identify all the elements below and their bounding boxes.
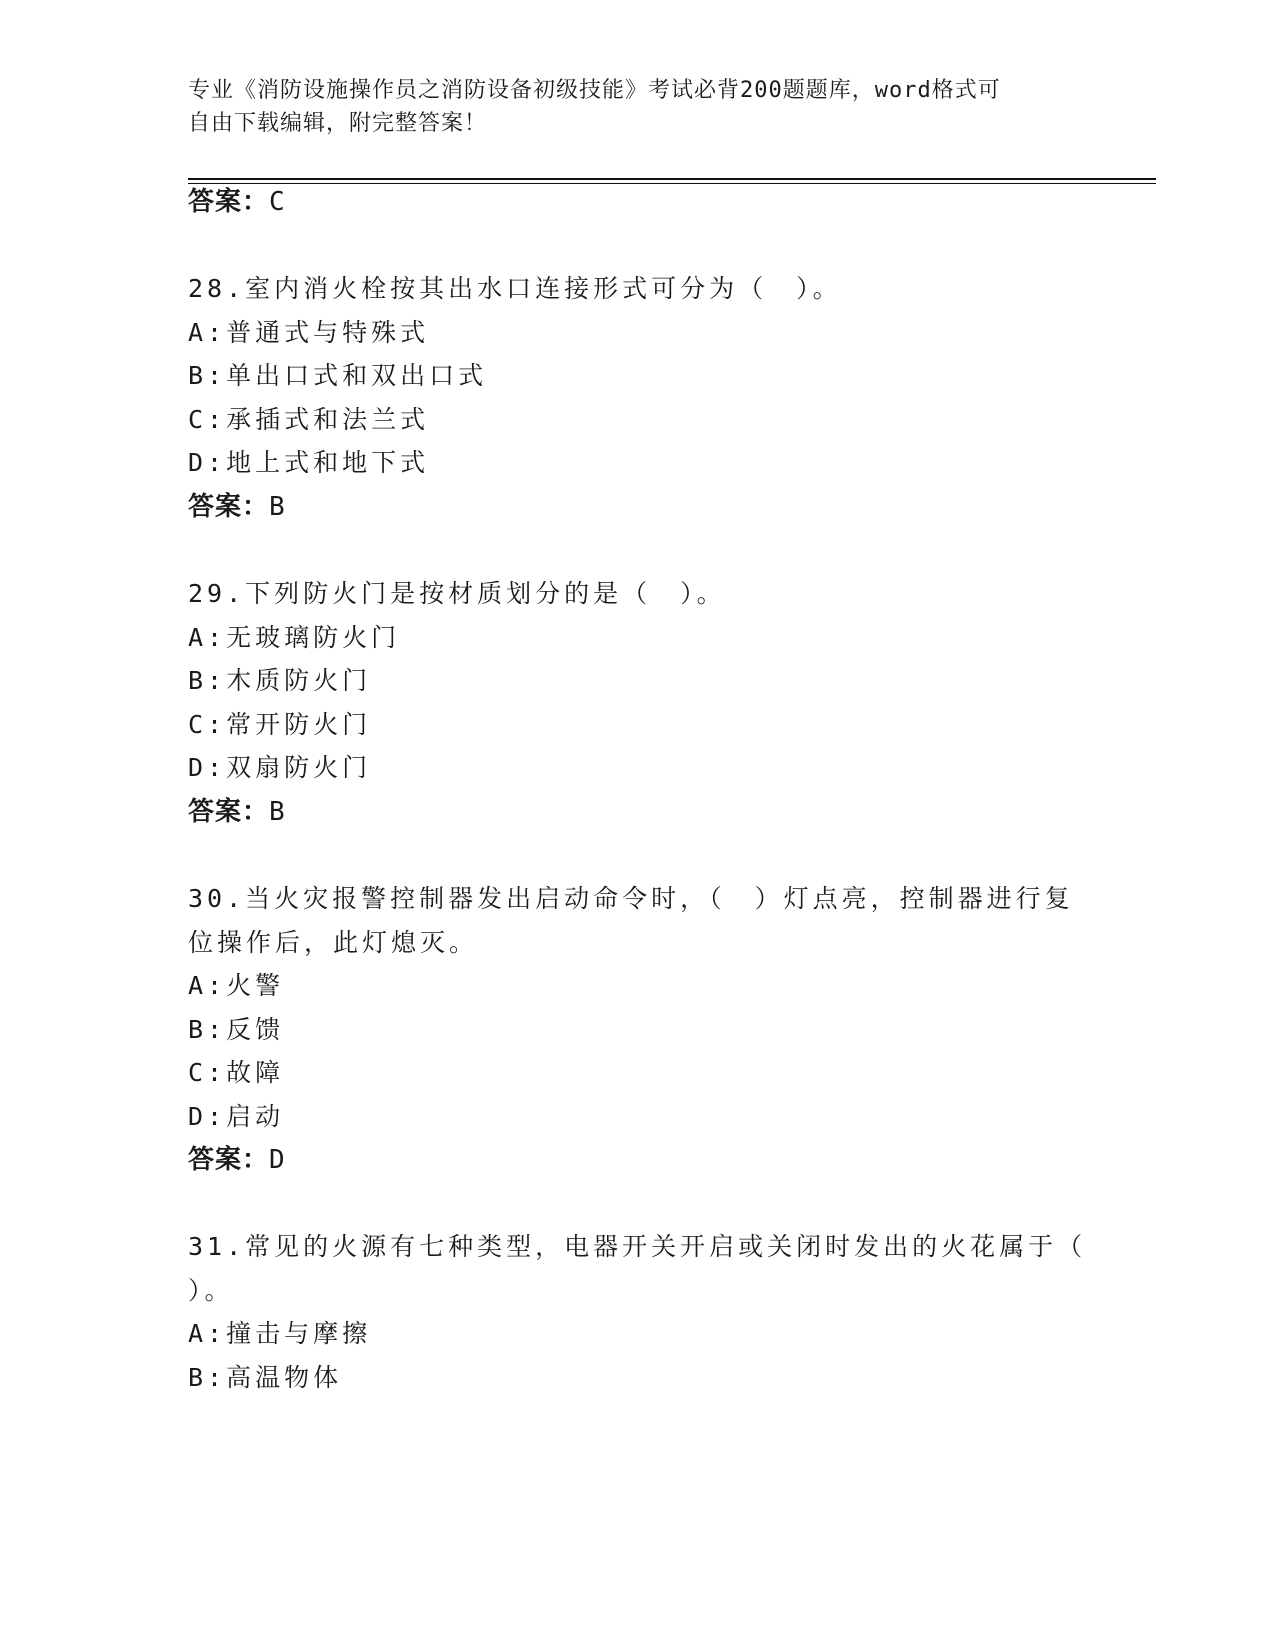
answer-value: C [269,187,286,217]
question-29-option-c: C:常开防火门 [188,710,372,739]
answer-line-30 [188,1140,286,1180]
question-28-option-d: D:地上式和地下式 [188,448,430,477]
question-28-option-c: C:承插式和法兰式 [188,405,430,434]
answer-line-28 [188,487,286,527]
question-28-option-b: B:单出口式和双出口式 [188,361,488,390]
answer-value: B [269,797,286,827]
answer-label: 答案： [188,492,270,522]
question-30-option-d: D:启动 [188,1102,285,1131]
document-header [188,74,1088,140]
header-line-1: 专业《消防设施操作员之消防设备初级技能》考试必背200题题库，word格式可 [188,78,1001,103]
question-29-option-a: A:无玻璃防火门 [188,623,401,652]
question-29-option-b: B:木质防火门 [188,666,372,695]
answer-line-27 [188,182,286,222]
header-divider-thick [188,178,1156,180]
answer-label: 答案： [188,1145,270,1175]
question-30-option-b: B:反馈 [188,1015,285,1044]
question-31-stem-line-2: ）。 [188,1276,234,1305]
question-29-stem: 29.下列防火门是按材质划分的是（ ）。 [188,579,726,608]
answer-label: 答案： [188,797,270,827]
header-divider-thin [188,183,1156,184]
question-31-stem-line-1: 31.常见的火源有七种类型，电器开关开启或关闭时发出的火花属于（ [188,1232,1087,1261]
question-30-option-c: C:故障 [188,1058,285,1087]
answer-label: 答案： [188,187,270,217]
question-30-stem-line-2: 位操作后，此灯熄灭。 [188,928,479,957]
question-28-option-a: A:普通式与特殊式 [188,318,430,347]
answer-line-29 [188,792,286,832]
question-30-option-a: A:火警 [188,971,285,1000]
answer-value: D [269,1145,286,1175]
question-31-option-a: A:撞击与摩擦 [188,1319,372,1348]
header-line-2: 自由下载编辑，附完整答案！ [188,111,488,136]
question-29-option-d: D:双扇防火门 [188,753,372,782]
answer-value: B [269,492,286,522]
question-31-option-b: B:高温物体 [188,1363,343,1392]
question-30-stem-line-1: 30.当火灾报警控制器发出启动命令时，（ ）灯点亮，控制器进行复 [188,884,1074,913]
question-28-stem: 28.室内消火栓按其出水口连接形式可分为（ ）。 [188,274,842,303]
